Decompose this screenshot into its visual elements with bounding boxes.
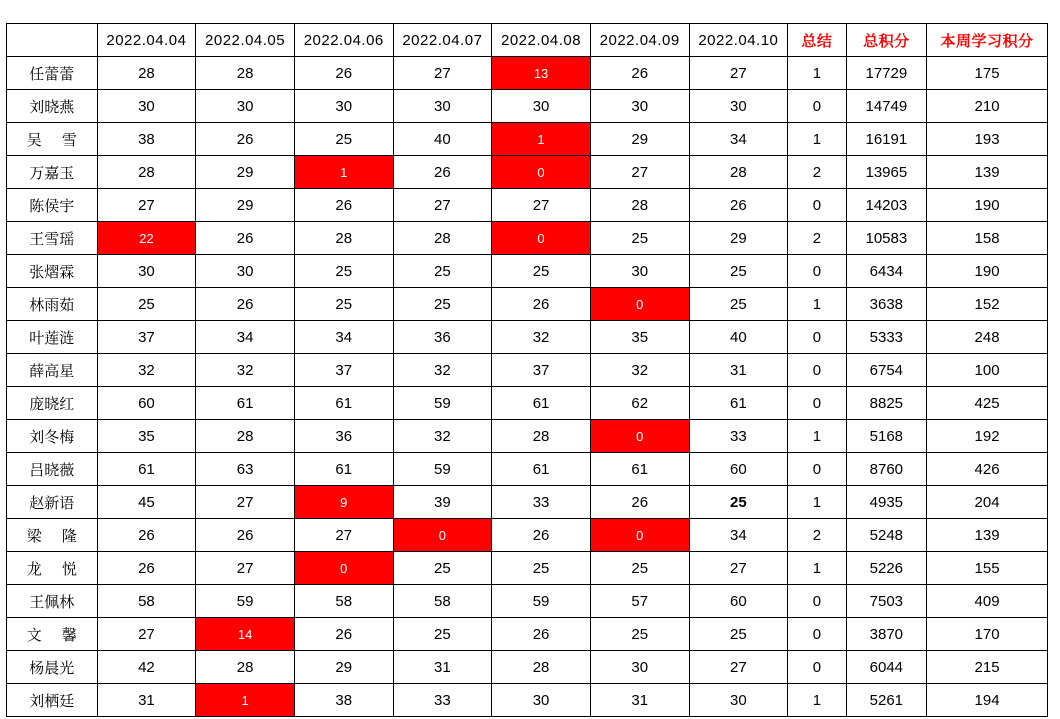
cell-value: 28 bbox=[97, 156, 196, 189]
cell-value: 61 bbox=[294, 387, 393, 420]
row-header-name: 任蕾蕾 bbox=[7, 57, 98, 90]
cell-value: 30 bbox=[393, 90, 492, 123]
cell-week-points: 204 bbox=[927, 486, 1048, 519]
cell-summary-count: 0 bbox=[788, 189, 846, 222]
cell-summary-count: 0 bbox=[788, 453, 846, 486]
row-header-name: 吴 雪 bbox=[7, 123, 98, 156]
cell-value: 28 bbox=[590, 189, 689, 222]
cell-value: 26 bbox=[590, 57, 689, 90]
cell-week-points: 426 bbox=[927, 453, 1048, 486]
row-header-name: 赵新语 bbox=[7, 486, 98, 519]
table-row bbox=[7, 684, 1048, 717]
cell-value: 26 bbox=[393, 156, 492, 189]
row-header-name: 庞晓红 bbox=[7, 387, 98, 420]
study-points-table bbox=[6, 23, 1048, 717]
cell-value: 58 bbox=[294, 585, 393, 618]
cell-value: 26 bbox=[97, 519, 196, 552]
cell-total-points: 6044 bbox=[846, 651, 927, 684]
cell-value: 34 bbox=[196, 321, 295, 354]
row-header-name: 薛高星 bbox=[7, 354, 98, 387]
cell-value: 25 bbox=[294, 255, 393, 288]
cell-week-points: 100 bbox=[927, 354, 1048, 387]
cell-value-alert: 0 bbox=[590, 519, 689, 552]
cell-week-points: 190 bbox=[927, 255, 1048, 288]
cell-total-points: 5248 bbox=[846, 519, 927, 552]
cell-value: 61 bbox=[689, 387, 788, 420]
cell-value: 27 bbox=[393, 57, 492, 90]
cell-total-points: 5226 bbox=[846, 552, 927, 585]
cell-value: 28 bbox=[492, 420, 591, 453]
table-row bbox=[7, 321, 1048, 354]
cell-value: 34 bbox=[294, 321, 393, 354]
cell-value-alert: 13 bbox=[492, 57, 591, 90]
column-header-d3: 2022.04.06 bbox=[294, 24, 393, 57]
cell-value: 33 bbox=[689, 420, 788, 453]
cell-value-alert: 1 bbox=[196, 684, 295, 717]
cell-value: 37 bbox=[492, 354, 591, 387]
cell-value: 32 bbox=[590, 354, 689, 387]
cell-value: 27 bbox=[689, 651, 788, 684]
cell-value: 30 bbox=[196, 90, 295, 123]
table-row bbox=[7, 585, 1048, 618]
cell-summary-count: 0 bbox=[788, 321, 846, 354]
cell-value: 29 bbox=[689, 222, 788, 255]
row-header-name: 杨晨光 bbox=[7, 651, 98, 684]
cell-summary-count: 1 bbox=[788, 123, 846, 156]
cell-value: 37 bbox=[294, 354, 393, 387]
cell-value: 25 bbox=[590, 552, 689, 585]
cell-value: 33 bbox=[393, 684, 492, 717]
column-header-week: 本周学习积分 bbox=[927, 24, 1048, 57]
cell-total-points: 10583 bbox=[846, 222, 927, 255]
table-row bbox=[7, 453, 1048, 486]
cell-total-points: 14749 bbox=[846, 90, 927, 123]
cell-value: 25 bbox=[294, 288, 393, 321]
cell-value: 25 bbox=[590, 222, 689, 255]
cell-value: 28 bbox=[196, 420, 295, 453]
cell-value: 32 bbox=[196, 354, 295, 387]
cell-week-points: 425 bbox=[927, 387, 1048, 420]
cell-value: 45 bbox=[97, 486, 196, 519]
column-header-d4: 2022.04.07 bbox=[393, 24, 492, 57]
row-header-name: 刘晓燕 bbox=[7, 90, 98, 123]
cell-value: 33 bbox=[492, 486, 591, 519]
cell-total-points: 8825 bbox=[846, 387, 927, 420]
cell-value: 31 bbox=[97, 684, 196, 717]
cell-value: 30 bbox=[294, 90, 393, 123]
table-row bbox=[7, 189, 1048, 222]
cell-value: 59 bbox=[393, 387, 492, 420]
cell-value: 27 bbox=[689, 552, 788, 585]
cell-total-points: 8760 bbox=[846, 453, 927, 486]
cell-value: 26 bbox=[492, 288, 591, 321]
cell-value: 29 bbox=[196, 189, 295, 222]
cell-value-alert: 9 bbox=[294, 486, 393, 519]
cell-summary-count: 2 bbox=[788, 222, 846, 255]
cell-value: 26 bbox=[294, 189, 393, 222]
cell-week-points: 158 bbox=[927, 222, 1048, 255]
table-row bbox=[7, 255, 1048, 288]
row-header-name: 王佩林 bbox=[7, 585, 98, 618]
cell-value: 38 bbox=[97, 123, 196, 156]
cell-value: 34 bbox=[689, 123, 788, 156]
cell-value: 25 bbox=[393, 618, 492, 651]
cell-value: 25 bbox=[689, 288, 788, 321]
cell-week-points: 215 bbox=[927, 651, 1048, 684]
cell-value: 26 bbox=[196, 519, 295, 552]
cell-value: 27 bbox=[97, 618, 196, 651]
cell-value: 25 bbox=[492, 552, 591, 585]
cell-week-points: 192 bbox=[927, 420, 1048, 453]
cell-total-points: 6434 bbox=[846, 255, 927, 288]
cell-value: 39 bbox=[393, 486, 492, 519]
cell-summary-count: 0 bbox=[788, 90, 846, 123]
cell-value: 26 bbox=[196, 288, 295, 321]
cell-value-alert: 22 bbox=[97, 222, 196, 255]
cell-value: 26 bbox=[97, 552, 196, 585]
cell-value: 25 bbox=[393, 288, 492, 321]
cell-summary-count: 1 bbox=[788, 57, 846, 90]
cell-week-points: 409 bbox=[927, 585, 1048, 618]
cell-value: 29 bbox=[294, 651, 393, 684]
cell-value: 59 bbox=[492, 585, 591, 618]
cell-value: 30 bbox=[590, 255, 689, 288]
cell-total-points: 3870 bbox=[846, 618, 927, 651]
cell-value: 30 bbox=[492, 684, 591, 717]
cell-value: 31 bbox=[689, 354, 788, 387]
cell-value: 25 bbox=[393, 255, 492, 288]
table-row bbox=[7, 618, 1048, 651]
row-header-name: 林雨茹 bbox=[7, 288, 98, 321]
cell-value: 60 bbox=[689, 453, 788, 486]
cell-week-points: 193 bbox=[927, 123, 1048, 156]
cell-value: 32 bbox=[97, 354, 196, 387]
table-row bbox=[7, 90, 1048, 123]
cell-value: 27 bbox=[393, 189, 492, 222]
cell-value: 25 bbox=[97, 288, 196, 321]
cell-value: 28 bbox=[294, 222, 393, 255]
cell-summary-count: 1 bbox=[788, 684, 846, 717]
cell-value: 28 bbox=[196, 57, 295, 90]
cell-summary-count: 0 bbox=[788, 354, 846, 387]
cell-value: 38 bbox=[294, 684, 393, 717]
table-row bbox=[7, 420, 1048, 453]
cell-value-alert: 0 bbox=[393, 519, 492, 552]
cell-value: 25 bbox=[492, 255, 591, 288]
table-row bbox=[7, 387, 1048, 420]
cell-summary-count: 1 bbox=[788, 552, 846, 585]
cell-value: 27 bbox=[294, 519, 393, 552]
row-header-name: 张熠霖 bbox=[7, 255, 98, 288]
cell-value: 61 bbox=[590, 453, 689, 486]
cell-value: 42 bbox=[97, 651, 196, 684]
cell-value-alert: 1 bbox=[492, 123, 591, 156]
cell-value: 34 bbox=[689, 519, 788, 552]
cell-value: 26 bbox=[196, 123, 295, 156]
cell-value: 25 bbox=[689, 618, 788, 651]
cell-value: 61 bbox=[196, 387, 295, 420]
cell-value: 59 bbox=[196, 585, 295, 618]
cell-summary-count: 0 bbox=[788, 585, 846, 618]
row-header-name: 王雪瑶 bbox=[7, 222, 98, 255]
cell-value: 26 bbox=[196, 222, 295, 255]
cell-summary-count: 2 bbox=[788, 156, 846, 189]
cell-total-points: 5333 bbox=[846, 321, 927, 354]
cell-value: 25 bbox=[590, 618, 689, 651]
column-header-d5: 2022.04.08 bbox=[492, 24, 591, 57]
cell-value: 29 bbox=[196, 156, 295, 189]
row-header-name: 万嘉玉 bbox=[7, 156, 98, 189]
cell-value: 30 bbox=[492, 90, 591, 123]
cell-total-points: 5168 bbox=[846, 420, 927, 453]
cell-summary-count: 1 bbox=[788, 288, 846, 321]
cell-total-points: 16191 bbox=[846, 123, 927, 156]
cell-value: 28 bbox=[196, 651, 295, 684]
cell-value-alert: 0 bbox=[590, 288, 689, 321]
table-row bbox=[7, 288, 1048, 321]
cell-value-alert: 0 bbox=[590, 420, 689, 453]
cell-week-points: 152 bbox=[927, 288, 1048, 321]
column-header-total: 总积分 bbox=[846, 24, 927, 57]
table-row bbox=[7, 552, 1048, 585]
cell-value: 58 bbox=[97, 585, 196, 618]
cell-total-points: 17729 bbox=[846, 57, 927, 90]
cell-value: 40 bbox=[689, 321, 788, 354]
cell-value: 29 bbox=[590, 123, 689, 156]
cell-value: 36 bbox=[393, 321, 492, 354]
cell-total-points: 7503 bbox=[846, 585, 927, 618]
cell-value: 25 bbox=[393, 552, 492, 585]
cell-value: 61 bbox=[294, 453, 393, 486]
cell-total-points: 6754 bbox=[846, 354, 927, 387]
row-header-name: 刘栖廷 bbox=[7, 684, 98, 717]
column-header-d1: 2022.04.04 bbox=[97, 24, 196, 57]
cell-value: 63 bbox=[196, 453, 295, 486]
cell-week-points: 190 bbox=[927, 189, 1048, 222]
cell-value: 26 bbox=[689, 189, 788, 222]
cell-value: 36 bbox=[294, 420, 393, 453]
cell-value: 32 bbox=[393, 420, 492, 453]
cell-value: 58 bbox=[393, 585, 492, 618]
cell-value: 35 bbox=[590, 321, 689, 354]
cell-value-alert: 0 bbox=[492, 156, 591, 189]
cell-week-points: 248 bbox=[927, 321, 1048, 354]
cell-summary-count: 0 bbox=[788, 618, 846, 651]
row-header-name: 龙 悦 bbox=[7, 552, 98, 585]
cell-value: 62 bbox=[590, 387, 689, 420]
table-row bbox=[7, 57, 1048, 90]
row-header-name: 陈侯宇 bbox=[7, 189, 98, 222]
cell-total-points: 14203 bbox=[846, 189, 927, 222]
cell-summary-count: 0 bbox=[788, 651, 846, 684]
cell-value: 30 bbox=[97, 255, 196, 288]
cell-summary-count: 2 bbox=[788, 519, 846, 552]
cell-value: 30 bbox=[590, 90, 689, 123]
cell-week-points: 175 bbox=[927, 57, 1048, 90]
cell-value: 31 bbox=[393, 651, 492, 684]
cell-summary-count: 1 bbox=[788, 420, 846, 453]
cell-value: 37 bbox=[97, 321, 196, 354]
column-header-d2: 2022.04.05 bbox=[196, 24, 295, 57]
cell-value: 61 bbox=[492, 387, 591, 420]
cell-value: 57 bbox=[590, 585, 689, 618]
cell-value: 27 bbox=[590, 156, 689, 189]
column-header-sum: 总结 bbox=[788, 24, 846, 57]
cell-value-alert: 14 bbox=[196, 618, 295, 651]
cell-value: 25 bbox=[689, 486, 788, 519]
cell-value: 31 bbox=[590, 684, 689, 717]
cell-value: 27 bbox=[492, 189, 591, 222]
cell-value: 28 bbox=[97, 57, 196, 90]
cell-value: 26 bbox=[590, 486, 689, 519]
cell-value: 28 bbox=[492, 651, 591, 684]
cell-week-points: 170 bbox=[927, 618, 1048, 651]
cell-value: 35 bbox=[97, 420, 196, 453]
cell-value: 28 bbox=[689, 156, 788, 189]
row-header-name: 吕晓薇 bbox=[7, 453, 98, 486]
cell-value: 27 bbox=[196, 486, 295, 519]
table-body bbox=[7, 24, 1048, 717]
column-header-d6: 2022.04.09 bbox=[590, 24, 689, 57]
cell-value: 27 bbox=[689, 57, 788, 90]
cell-value: 30 bbox=[196, 255, 295, 288]
table-row bbox=[7, 486, 1048, 519]
table-row bbox=[7, 519, 1048, 552]
cell-value-alert: 0 bbox=[294, 552, 393, 585]
cell-total-points: 3638 bbox=[846, 288, 927, 321]
spreadsheet-area bbox=[6, 23, 1048, 717]
cell-value: 26 bbox=[492, 519, 591, 552]
cell-value: 26 bbox=[294, 57, 393, 90]
cell-value: 59 bbox=[393, 453, 492, 486]
row-header-name: 梁 隆 bbox=[7, 519, 98, 552]
cell-value: 28 bbox=[393, 222, 492, 255]
cell-total-points: 4935 bbox=[846, 486, 927, 519]
cell-value-alert: 0 bbox=[492, 222, 591, 255]
cell-week-points: 139 bbox=[927, 519, 1048, 552]
cell-summary-count: 0 bbox=[788, 255, 846, 288]
row-header-name: 文 馨 bbox=[7, 618, 98, 651]
table-row bbox=[7, 156, 1048, 189]
cell-value: 27 bbox=[97, 189, 196, 222]
table-row bbox=[7, 651, 1048, 684]
cell-value: 27 bbox=[196, 552, 295, 585]
cell-value: 60 bbox=[97, 387, 196, 420]
table-header-row bbox=[7, 24, 1048, 57]
cell-value: 32 bbox=[393, 354, 492, 387]
cell-value-alert: 1 bbox=[294, 156, 393, 189]
cell-value: 60 bbox=[689, 585, 788, 618]
cell-total-points: 5261 bbox=[846, 684, 927, 717]
table-corner-cell bbox=[7, 24, 98, 57]
cell-value: 61 bbox=[492, 453, 591, 486]
table-row bbox=[7, 123, 1048, 156]
cell-value: 30 bbox=[689, 90, 788, 123]
cell-value: 26 bbox=[492, 618, 591, 651]
cell-value: 30 bbox=[97, 90, 196, 123]
cell-week-points: 139 bbox=[927, 156, 1048, 189]
table-row bbox=[7, 222, 1048, 255]
cell-week-points: 155 bbox=[927, 552, 1048, 585]
cell-value: 26 bbox=[294, 618, 393, 651]
cell-week-points: 210 bbox=[927, 90, 1048, 123]
row-header-name: 刘冬梅 bbox=[7, 420, 98, 453]
cell-value: 32 bbox=[492, 321, 591, 354]
cell-value: 25 bbox=[294, 123, 393, 156]
cell-summary-count: 1 bbox=[788, 486, 846, 519]
column-header-d7: 2022.04.10 bbox=[689, 24, 788, 57]
cell-summary-count: 0 bbox=[788, 387, 846, 420]
row-header-name: 叶莲涟 bbox=[7, 321, 98, 354]
cell-value: 40 bbox=[393, 123, 492, 156]
cell-value: 25 bbox=[689, 255, 788, 288]
cell-value: 61 bbox=[97, 453, 196, 486]
table-row bbox=[7, 354, 1048, 387]
cell-value: 30 bbox=[590, 651, 689, 684]
cell-value: 30 bbox=[689, 684, 788, 717]
cell-week-points: 194 bbox=[927, 684, 1048, 717]
cell-total-points: 13965 bbox=[846, 156, 927, 189]
